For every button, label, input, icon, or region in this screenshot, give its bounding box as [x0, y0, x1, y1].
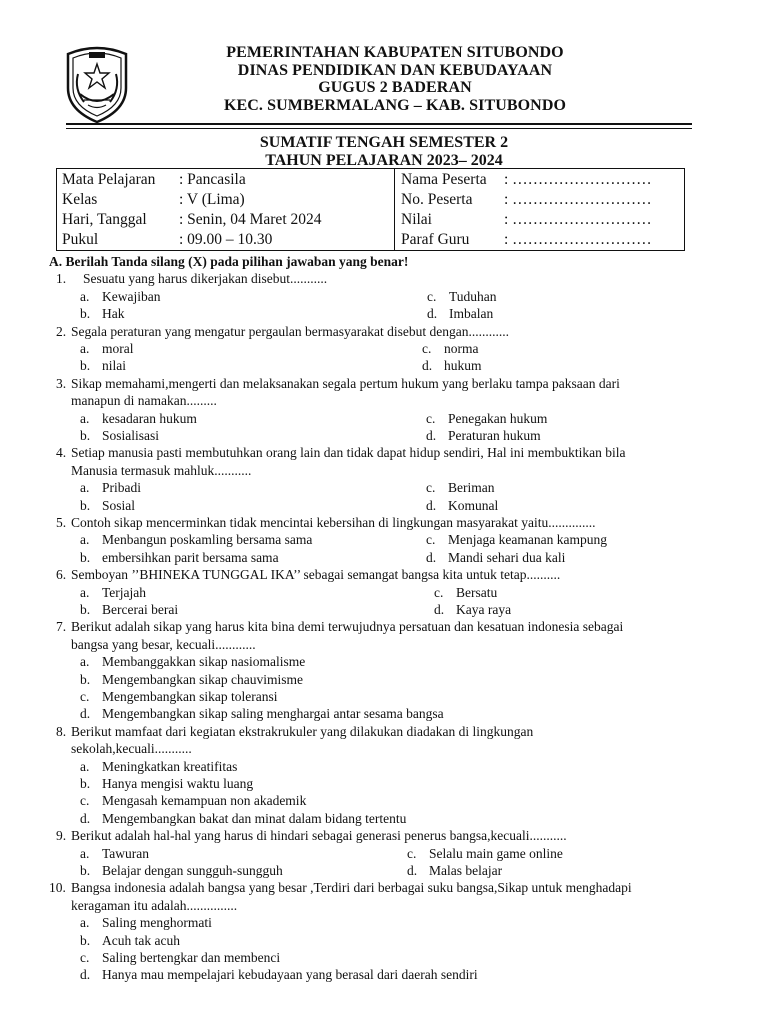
option-letter: c. — [80, 793, 90, 809]
option-text: Beriman — [448, 480, 495, 496]
option-text: Belajar dengan sungguh-sungguh — [102, 863, 283, 878]
option-letter: a. — [80, 758, 90, 774]
exam-title-line2: TAHUN PELAJARAN 2023– 2024 — [265, 152, 503, 169]
letterhead-line: GUGUS 2 BADERAN — [318, 79, 472, 96]
option-text: Mengasah kemampuan non akademik — [102, 793, 307, 809]
info-field-number: : ……………………… — [504, 191, 652, 208]
section-instruction: A. Berilah Tanda silang (X) pada pilihan jawaban yang benar! — [49, 254, 409, 269]
question-text: manapun di namakan......... — [71, 393, 217, 409]
question-number: 1. — [56, 271, 67, 287]
option-letter: d. — [434, 602, 445, 617]
letterhead-line: PEMERINTAHAN KABUPATEN SITUBONDO — [226, 44, 564, 61]
option-text: Bercerai berai — [102, 602, 179, 617]
info-field-name: : ……………………… — [504, 171, 652, 188]
question-text: keragaman itu adalah............... — [71, 897, 238, 913]
option-text: Acuh tak acuh — [102, 932, 180, 948]
option-text: Komunal — [448, 497, 499, 513]
option-letter: b. — [80, 549, 91, 565]
question-text: Sikap memahami,mengerti dan melaksanakan segala pertum hukum yang berlaku tampa paksaan dari — [71, 375, 620, 391]
option-letter: a. — [80, 654, 90, 670]
option-letter: c. — [422, 341, 432, 356]
option-text: kesadaran hukum — [102, 410, 197, 426]
option-letter: a. — [80, 584, 90, 600]
question-number: 7. — [56, 619, 67, 635]
info-label-number: No. Peserta — [401, 191, 473, 208]
option-letter: c. — [426, 480, 436, 496]
option-letter: b. — [80, 602, 91, 617]
info-value-date: : Senin, 04 Maret 2024 — [179, 211, 322, 228]
option-letter: b. — [80, 358, 91, 374]
district-logo-icon — [62, 44, 132, 124]
option-text: norma — [444, 341, 479, 356]
option-letter: c. — [427, 288, 437, 304]
info-field-score: : ……………………… — [504, 211, 652, 228]
letterhead-rule-thick — [66, 123, 692, 125]
option-letter: c. — [80, 689, 90, 704]
info-label-date: Hari, Tanggal — [62, 211, 147, 228]
option-text: moral — [102, 341, 134, 356]
option-letter: b. — [80, 776, 91, 791]
info-label-subject: Mata Pelajaran — [62, 171, 156, 188]
option-letter: d. — [80, 706, 91, 722]
option-text: Mengembangkan sikap chauvimisme — [102, 671, 303, 687]
option-letter: d. — [427, 306, 438, 322]
option-letter: b. — [80, 932, 91, 948]
info-value-time: : 09.00 – 10.30 — [179, 231, 273, 248]
option-letter: b. — [80, 428, 91, 443]
info-label-time: Pukul — [62, 231, 99, 248]
question-number: 8. — [56, 723, 67, 739]
option-text: Selalu main game online — [429, 845, 563, 861]
option-text: Terjajah — [102, 584, 147, 600]
option-letter: a. — [80, 845, 90, 861]
exam-title — [0, 134, 768, 170]
option-letter: a. — [80, 480, 90, 496]
question-number: 5. — [56, 515, 67, 530]
question-number: 4. — [56, 445, 67, 461]
option-letter: a. — [80, 915, 90, 931]
question-text: Berikut mamfaat dari kegiatan ekstrakrukuler yang dilakukan diadakan di lingkungan — [71, 723, 534, 739]
letterhead — [150, 44, 640, 114]
option-text: Tuduhan — [449, 288, 497, 304]
option-text: Hanya mau mempelajari kebudayaan yang berasal dari daerah sendiri — [102, 967, 478, 983]
info-box-divider — [394, 169, 395, 250]
option-text: Saling menghormati — [102, 915, 212, 931]
option-text: Malas belajar — [429, 863, 503, 878]
letterhead-rule-thin — [66, 128, 692, 129]
question-text: Berikut adalah hal-hal yang harus di hindari sebagai generasi penerus bangsa,kecuali........... — [71, 828, 567, 844]
option-text: Membanggakkan sikap nasiomalisme — [102, 654, 306, 670]
question-number: 2. — [56, 323, 67, 339]
info-label-name: Nama Peserta — [401, 171, 487, 188]
option-text: Mengembangkan bakat dan minat dalam bidang tertentu — [102, 810, 407, 826]
option-letter: d. — [426, 497, 437, 513]
option-text: Sosialisasi — [102, 428, 160, 443]
question-number: 3. — [56, 375, 67, 391]
option-text: embersihkan parit bersama sama — [102, 549, 279, 565]
option-text: Kewajiban — [102, 288, 161, 304]
option-text: Peraturan hukum — [448, 428, 541, 443]
option-letter: b. — [80, 863, 91, 878]
option-text: Saling bertengkar dan membenci — [102, 950, 281, 965]
option-text: Pribadi — [102, 480, 141, 496]
option-text: Tawuran — [102, 845, 150, 861]
option-letter: a. — [80, 532, 90, 548]
letterhead-line: DINAS PENDIDIKAN DAN KEBUDAYAAN — [237, 61, 553, 79]
option-letter: d. — [407, 863, 418, 878]
exam-title-line1: SUMATIF TENGAH SEMESTER 2 — [259, 134, 509, 151]
option-text: Menjaga keamanan kampung — [448, 532, 607, 548]
info-field-teacher-sign: : ……………………… — [504, 231, 652, 248]
option-letter: c. — [426, 532, 436, 548]
option-text: Imbalan — [449, 306, 494, 322]
info-value-subject: : Pancasila — [179, 171, 246, 188]
option-letter: d. — [426, 428, 437, 443]
option-text: Mandi sehari dua kali — [448, 549, 566, 565]
info-label-teacher-sign: Paraf Guru — [401, 231, 470, 248]
question-number: 9. — [56, 828, 67, 844]
letterhead-line: KEC. SUMBERMALANG – KAB. SITUBONDO — [223, 96, 567, 114]
exam-info-box — [56, 168, 685, 251]
question-number: 10. — [49, 880, 66, 896]
question-text: bangsa yang besar, kecuali............ — [71, 636, 256, 652]
option-text: Menbangun poskamling bersama sama — [102, 532, 313, 548]
option-letter: c. — [80, 950, 90, 965]
info-label-class: Kelas — [62, 191, 98, 208]
option-text: Hak — [102, 306, 125, 322]
option-letter: d. — [426, 549, 437, 565]
option-letter: a. — [80, 410, 90, 426]
option-text: Sosial — [102, 497, 136, 513]
option-text: Mengembangkan sikap toleransi — [102, 689, 278, 704]
option-text: nilai — [102, 358, 126, 374]
question-text: sekolah,kecuali........... — [71, 741, 192, 757]
option-letter: c. — [426, 410, 436, 426]
option-letter: d. — [422, 358, 433, 374]
option-letter: c. — [407, 845, 417, 861]
option-letter: d. — [80, 967, 91, 983]
option-text: Meningkatkan kreatifitas — [102, 758, 238, 774]
info-label-score: Nilai — [401, 211, 432, 228]
option-text: Bersatu — [456, 584, 498, 600]
option-text: hukum — [444, 358, 482, 374]
option-letter: c. — [434, 584, 444, 600]
question-text: Segala peraturan yang mengatur pergaulan bermasyarakat disebut dengan............ — [71, 323, 509, 339]
question-text: Bangsa indonesia adalah bangsa yang besar ,Terdiri dari berbagai suku bangsa,Sikap untuk menghadapi — [71, 880, 632, 896]
question-text: Sesuatu yang harus dikerjakan disebut........... — [83, 271, 328, 287]
option-text: Mengembangkan sikap saling menghargai antar sesama bangsa — [102, 706, 444, 722]
question-text: Manusia termasuk mahluk........... — [71, 462, 252, 478]
option-letter: b. — [80, 306, 91, 322]
option-letter: d. — [80, 810, 91, 826]
option-text: Penegakan hukum — [448, 410, 548, 426]
option-letter: a. — [80, 288, 90, 304]
question-text: Contoh sikap mencerminkan tidak mencintai kebersihan di lingkungan masyarakat yaitu.............. — [71, 515, 596, 530]
question-text: Berikut adalah sikap yang harus kita bina demi terwujudnya persatuan dan kesatuan indonesia sebagai — [71, 619, 624, 635]
question-text: Setiap manusia pasti membutuhkan orang lain dan tidak dapat hidup sendiri, Hal ini membuktikan bila — [71, 445, 626, 461]
option-text: Hanya mengisi waktu luang — [102, 776, 254, 791]
option-letter: a. — [80, 341, 90, 356]
option-letter: b. — [80, 671, 91, 687]
question-number: 6. — [56, 567, 67, 583]
option-text: Kaya raya — [456, 602, 512, 617]
option-letter: b. — [80, 497, 91, 513]
info-value-class: : V (Lima) — [179, 191, 245, 208]
question-text: Semboyan ’’BHINEKA TUNGGAL IKA’’ sebagai semangat bangsa kita untuk tetap.......... — [71, 567, 561, 583]
